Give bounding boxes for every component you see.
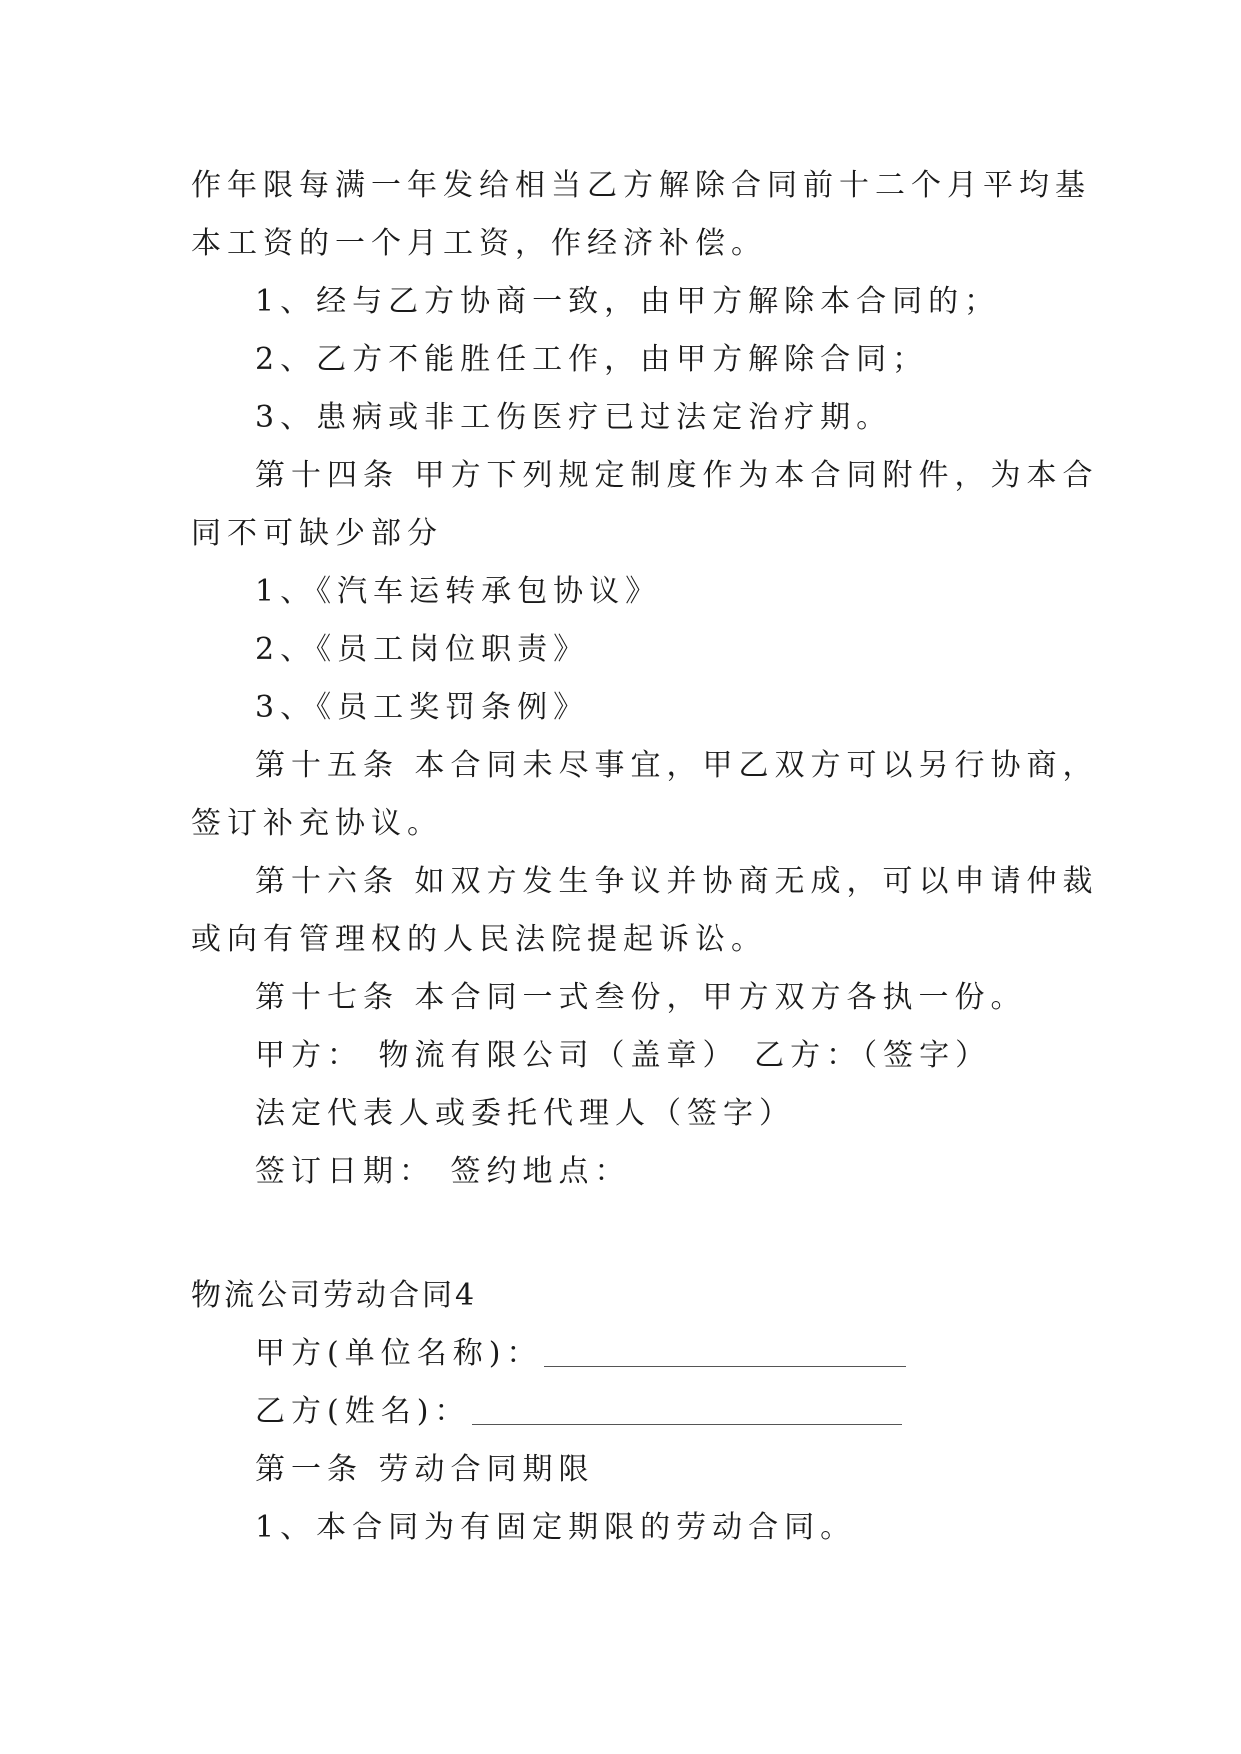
article-16-line: 第十六条 如双方发生争议并协商无成，可以申请仲裁 [255, 864, 1099, 899]
party-a-label: 甲方(单位名称)： [255, 1336, 543, 1371]
party-b-label: 乙方(姓名)： [255, 1394, 471, 1429]
section-spacer [191, 1201, 1051, 1267]
article-15-line: 第十五条 本合同未尽事宜，甲乙双方可以另行协商， [255, 748, 1099, 783]
list-item: 1、《汽车运转承包协议》 [255, 574, 662, 609]
signing-date-place-line: 签订日期： 签约地点： [255, 1154, 631, 1189]
list-item: 2、乙方不能胜任工作，由甲方解除合同； [255, 342, 929, 377]
paragraph-line: 本工资的一个月工资，作经济补偿。 [191, 226, 767, 261]
article-17-line: 第十七条 本合同一式叁份，甲方双方各执一份。 [255, 980, 1027, 1015]
legal-representative-line: 法定代表人或委托代理人（签字） [255, 1096, 795, 1131]
list-item: 2、《员工岗位职责》 [255, 632, 590, 667]
article-14-line: 同不可缺少部分 [191, 516, 443, 551]
party-a-field [191, 1325, 1051, 1383]
signature-parties-line: 甲方： 物流有限公司（盖章） 乙方：（签字） [255, 1038, 992, 1073]
list-item: 1、经与乙方协商一致，由甲方解除本合同的； [255, 284, 1001, 319]
document-body [191, 157, 1099, 1557]
article-15-line: 签订补充协议。 [191, 806, 443, 841]
article-1-heading: 第一条 劳动合同期限 [255, 1452, 595, 1487]
list-item: 3、患病或非工伤医疗已过法定治疗期。 [255, 400, 893, 435]
paragraph-line: 作年限每满一年发给相当乙方解除合同前十二个月平均基 [191, 168, 1091, 203]
article-1-item: 1、本合同为有固定期限的劳动合同。 [255, 1510, 857, 1545]
article-14-line: 第十四条 甲方下列规定制度作为本合同附件，为本合 [255, 458, 1099, 493]
party-b-field [191, 1383, 1051, 1441]
party-b-blank [472, 1394, 902, 1425]
list-item: 3、《员工奖罚条例》 [255, 690, 590, 725]
article-16-line: 或向有管理权的人民法院提起诉讼。 [191, 922, 767, 957]
party-a-blank [544, 1336, 906, 1367]
section-title: 物流公司劳动合同4 [191, 1278, 478, 1313]
